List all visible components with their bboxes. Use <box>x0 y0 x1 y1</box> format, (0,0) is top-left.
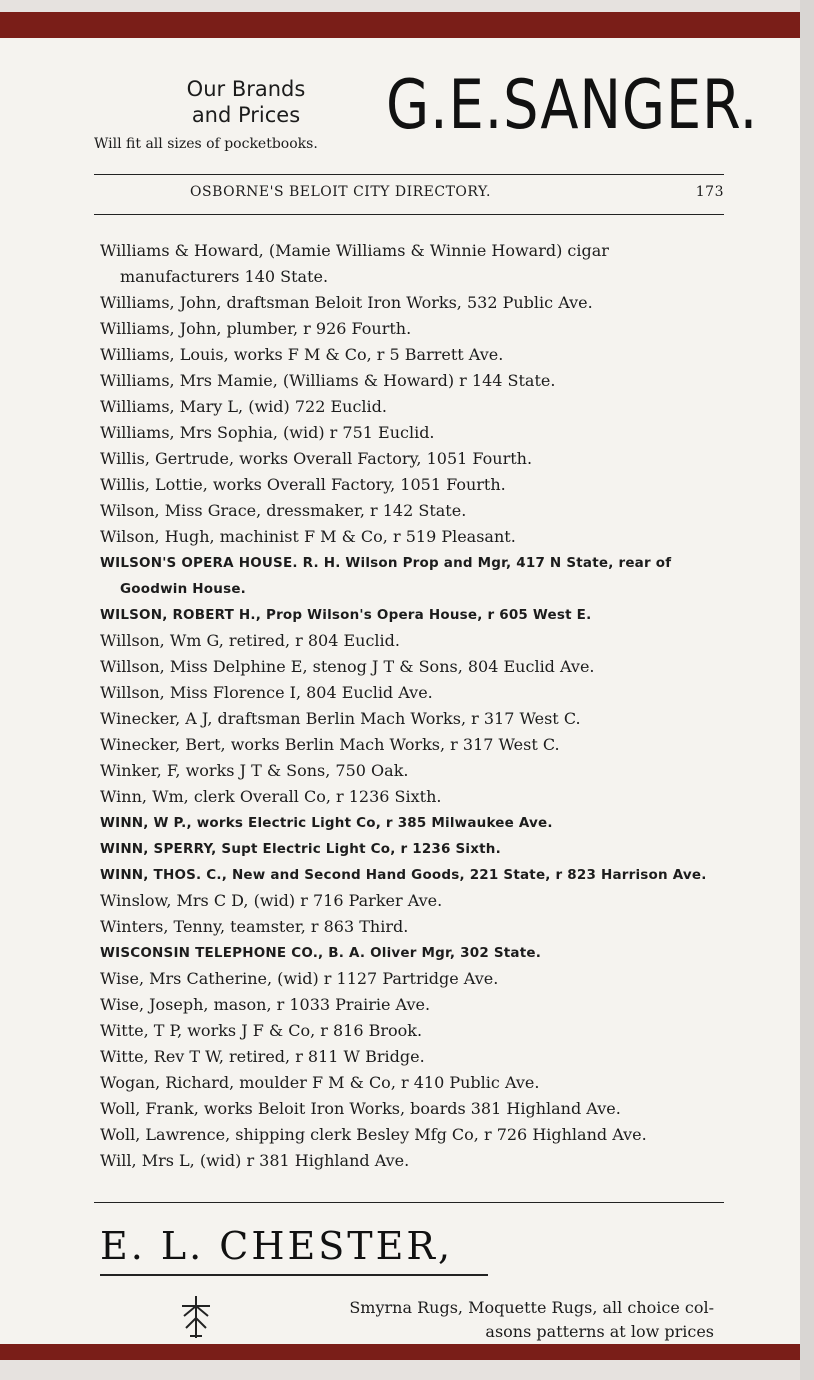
entry-line: WINN, SPERRY, Supt Electric Light Co, r 1236 Sixth. <box>100 841 501 857</box>
sanger-logo: G.E.SANGER. <box>386 66 759 145</box>
entry-line: WILSON, ROBERT H., Prop Wilson's Opera House, r 605 West E. <box>100 607 592 623</box>
entry-line: Willson, Miss Delphine E, stenog J T & Sons, 804 Euclid Ave. <box>100 657 595 676</box>
entry-line: WILSON'S OPERA HOUSE. R. H. Wilson Prop and Mgr, 417 N State, rear of <box>100 555 672 571</box>
entry-line: Willson, Wm G, retired, r 804 Euclid. <box>100 631 400 650</box>
entry-line: Will, Mrs L, (wid) r 381 Highland Ave. <box>100 1151 410 1170</box>
directory-entry <box>100 342 730 368</box>
entry-line: Winecker, A J, draftsman Berlin Mach Works, r 317 West C. <box>100 709 581 728</box>
directory-entry <box>100 290 730 316</box>
directory-entry <box>100 1096 730 1122</box>
directory-entries <box>100 238 730 1174</box>
directory-entry <box>100 498 730 524</box>
directory-entry <box>100 316 730 342</box>
directory-entry <box>100 1070 730 1096</box>
entry-line: Winker, F, works J T & Sons, 750 Oak. <box>100 761 409 780</box>
entry-line: Willis, Gertrude, works Overall Factory, 1051 Fourth. <box>100 449 533 468</box>
directory-entry <box>100 524 730 550</box>
directory-entry <box>100 628 730 654</box>
directory-entry <box>100 1044 730 1070</box>
directory-entry <box>100 420 730 446</box>
entry-continuation: manufacturers 140 State. <box>120 267 329 286</box>
directory-entry <box>100 1018 730 1044</box>
entry-line: Williams, John, draftsman Beloit Iron Works, 532 Public Ave. <box>100 293 593 312</box>
directory-entry <box>100 940 730 966</box>
directory-title: OSBORNE'S BELOIT CITY DIRECTORY. <box>190 184 491 200</box>
entry-line: Winecker, Bert, works Berlin Mach Works, r 317 West C. <box>100 735 560 754</box>
directory-entry <box>100 368 730 394</box>
entry-line: WISCONSIN TELEPHONE CO., B. A. Oliver Mgr, 302 State. <box>100 945 542 961</box>
directory-entry <box>100 472 730 498</box>
chester-ad-line-1: Smyrna Rugs, Moquette Rugs, all choice col- <box>349 1298 714 1317</box>
directory-entry <box>100 446 730 472</box>
entry-line: Winn, Wm, clerk Overall Co, r 1236 Sixth. <box>100 787 442 806</box>
brands-ad <box>166 76 326 128</box>
directory-entry <box>100 836 730 862</box>
entry-line: Wise, Mrs Catherine, (wid) r 1127 Partridge Ave. <box>100 969 499 988</box>
entry-line: Winters, Tenny, teamster, r 863 Third. <box>100 917 409 936</box>
directory-entry <box>100 654 730 680</box>
directory-entry <box>100 810 730 836</box>
chester-ad-text <box>244 1296 714 1344</box>
entry-line: Williams, John, plumber, r 926 Fourth. <box>100 319 412 338</box>
entry-line: Williams & Howard, (Mamie Williams & Winnie Howard) cigar <box>100 241 609 260</box>
page-edge <box>800 0 814 1380</box>
entry-line: Wilson, Hugh, machinist F M & Co, r 519 Pleasant. <box>100 527 516 546</box>
directory-entry <box>100 862 730 888</box>
page-number: 173 <box>695 184 724 200</box>
directory-entry <box>100 732 730 758</box>
directory-entry <box>100 394 730 420</box>
directory-entry <box>100 758 730 784</box>
entry-line: Willson, Miss Florence I, 804 Euclid Ave. <box>100 683 433 702</box>
entry-line: Williams, Mrs Sophia, (wid) r 751 Euclid. <box>100 423 435 442</box>
entry-line: Willis, Lottie, works Overall Factory, 1051 Fourth. <box>100 475 506 494</box>
entry-line: Witte, T P, works J F & Co, r 816 Brook. <box>100 1021 423 1040</box>
entry-line: WINN, W P., works Electric Light Co, r 385 Milwaukee Ave. <box>100 815 553 831</box>
entry-line: Woll, Frank, works Beloit Iron Works, boards 381 Highland Ave. <box>100 1099 621 1118</box>
rug-emblem-icon <box>176 1292 216 1342</box>
directory-entry <box>100 706 730 732</box>
chester-ad-name: E. L. CHESTER, <box>100 1224 454 1268</box>
entry-line: Williams, Mrs Mamie, (Williams & Howard) r 144 State. <box>100 371 556 390</box>
directory-entry <box>100 680 730 706</box>
brands-subtitle: Will fit all sizes of pocketbooks. <box>94 136 318 152</box>
directory-entry <box>100 914 730 940</box>
entry-line: Wilson, Miss Grace, dressmaker, r 142 State. <box>100 501 467 520</box>
header-rule-bottom <box>94 214 724 215</box>
entry-line: Witte, Rev T W, retired, r 811 W Bridge. <box>100 1047 425 1066</box>
directory-entry <box>100 992 730 1018</box>
chester-ad-line-2: asons patterns at low prices <box>485 1322 714 1341</box>
running-head <box>94 182 724 208</box>
entry-line: WINN, THOS. C., New and Second Hand Goods, 221 State, r 823 Harrison Ave. <box>100 867 707 883</box>
entry-line: Woll, Lawrence, shipping clerk Besley Mfg Co, r 726 Highland Ave. <box>100 1125 647 1144</box>
entry-line: Wise, Joseph, mason, r 1033 Prairie Ave. <box>100 995 431 1014</box>
directory-entry <box>100 550 730 602</box>
directory-page <box>0 38 800 1344</box>
bottom-binding-band <box>0 1344 800 1360</box>
directory-entry <box>100 888 730 914</box>
brands-line-2: and Prices <box>191 103 301 127</box>
footer-rule <box>94 1202 724 1203</box>
entry-line: Wogan, Richard, moulder F M & Co, r 410 Public Ave. <box>100 1073 540 1092</box>
entry-line: Williams, Louis, works F M & Co, r 5 Barrett Ave. <box>100 345 504 364</box>
directory-entry <box>100 1148 730 1174</box>
entry-continuation: Goodwin House. <box>120 581 247 597</box>
directory-entry <box>100 602 730 628</box>
header-rule-top <box>94 174 724 175</box>
directory-entry <box>100 784 730 810</box>
top-binding-band <box>0 12 800 38</box>
directory-entry <box>100 238 730 290</box>
chester-underline <box>100 1274 488 1276</box>
entry-line: Williams, Mary L, (wid) 722 Euclid. <box>100 397 387 416</box>
brands-line-1: Our Brands <box>186 77 306 101</box>
directory-entry <box>100 966 730 992</box>
directory-entry <box>100 1122 730 1148</box>
entry-line: Winslow, Mrs C D, (wid) r 716 Parker Ave. <box>100 891 443 910</box>
